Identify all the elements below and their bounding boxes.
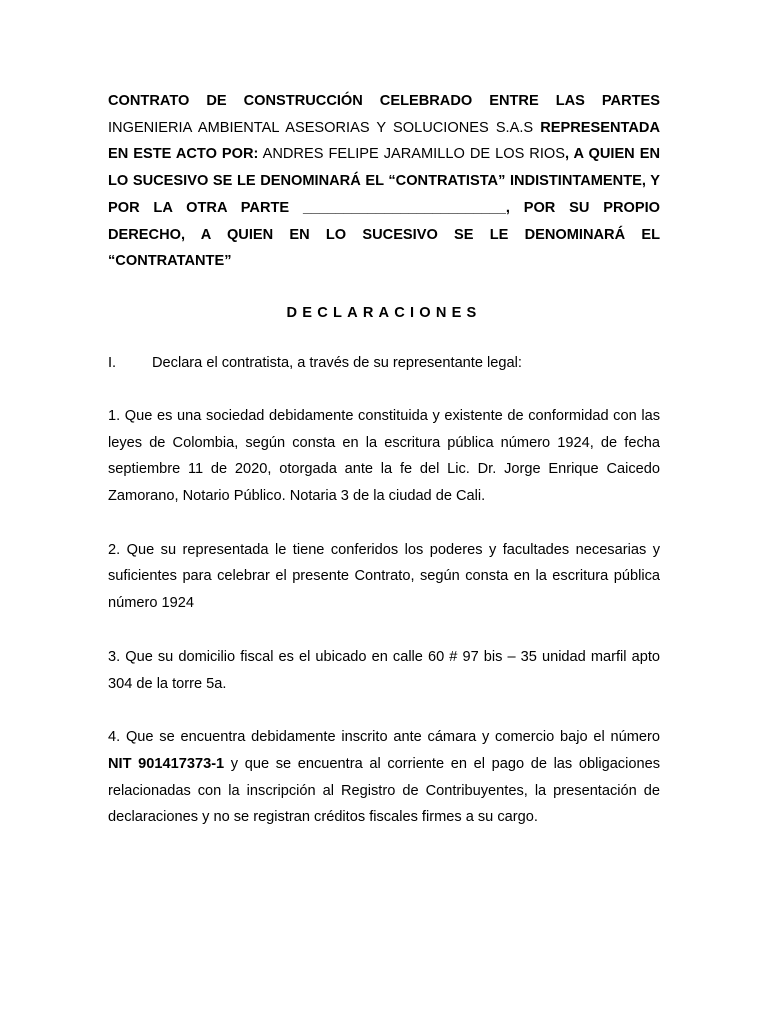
parties-clause: , A QUIEN EN LO SUCESIVO SE LE DENOMINARÁ EL “CONTRATISTA” INDISTINTAMENTE, Y POR LA OTRA PARTE _________________________, POR SU PROPIO DERECHO, A QUIEN EN LO SUCESIVO SE LE DENOMINARÁ EL “CONTRATANTE” [108,146,660,270]
item-4-suffix: y que se encuentra al corriente en el pago de las obligaciones relacionadas con la inscripción al Registro de Contribuyentes, la presentación de declaraciones y no se registran créditos fiscales firmes a su cargo. [108,755,660,826]
nit-number: NIT 901417373-1 [108,755,225,772]
represented-by-label: REPRESENTADA EN ESTE ACTO POR: [108,119,660,163]
declaration-item-4 [108,724,660,831]
company-name: INGENIERIA AMBIENTAL ASESORIAS Y SOLUCIONES S.A.S [108,119,541,136]
declaration-intro [108,350,660,376]
item-4-prefix: 4. Que se encuentra debidamente inscrito ante cámara y comercio bajo el número [108,729,660,746]
declaration-text: Declara el contratista, a través de su representante legal: [152,354,522,371]
contract-title: CONTRATO DE CONSTRUCCIÓN CELEBRADO ENTRE LAS PARTES [108,93,660,109]
contract-intro [108,88,660,275]
declaration-number: I. [108,354,117,371]
contract-document [108,88,660,858]
declaration-item-3: 3. Que su domicilio fiscal es el ubicado en calle 60 # 97 bis – 35 unidad marfil apto 304 de la torre 5a. [108,648,660,692]
declarations-heading: DECLARACIONES [286,304,482,321]
representative-name: ANDRES FELIPE JARAMILLO DE LOS RIOS [258,146,565,163]
declaration-item-1: 1. Que es una sociedad debidamente constituida y existente de conformidad con las leyes de Colombia, según consta en la escritura pública número 1924, de fecha septiembre 11 de 2020, otorgada ante la fe del Lic. Dr. Jorge Enrique Caicedo Zamorano, Notario Público. Notaria 3 de la ciudad de Cali. [108,407,660,505]
declaration-item-2: 2. Que su representada le tiene conferidos los poderes y facultades necesarias y suficientes para celebrar el presente Contrato, según consta en la escritura pública número 1924 [108,541,660,612]
